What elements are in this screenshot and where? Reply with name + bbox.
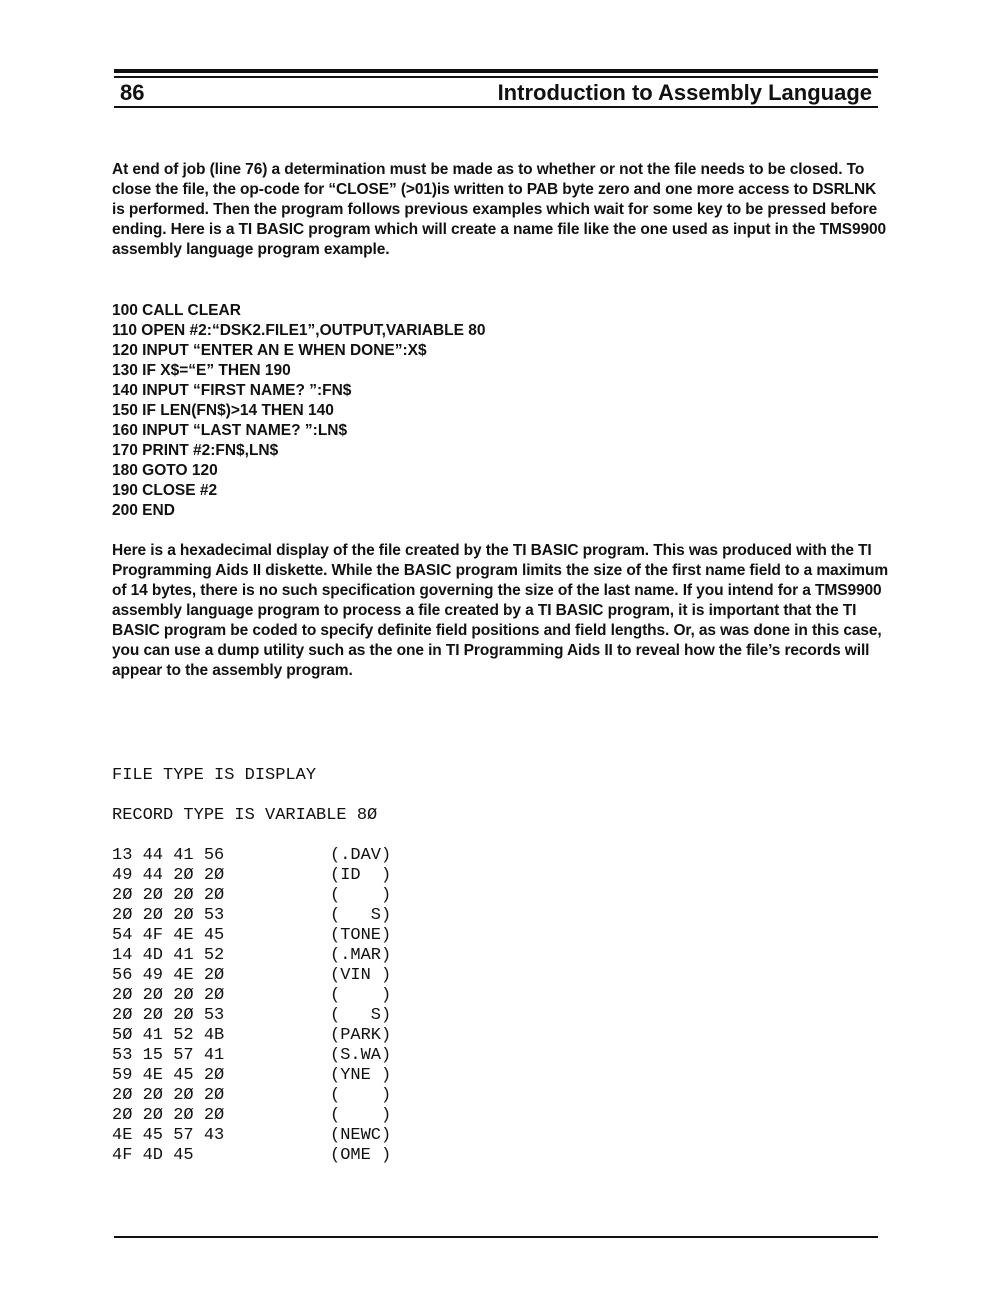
dump-row bbox=[112, 966, 391, 986]
dump-row bbox=[112, 1026, 391, 1046]
paragraph-hex-display: Here is a hexadecimal display of the file created by the TI BASIC program. This was produced with the TI Programming Aids II diskette. While the BASIC program limits the size of the first name field to a maximum of 14 bytes, there is no such specification governing the size of the last name. If you intend for a TMS9900 assembly language program to process a file created by a TI BASIC program, it is important that the TI BASIC program be coded to specify definite field positions and field lengths. Or, as was done in this case, you can use a dump utility such as the one in TI Programming Aids II to reveal how the file’s records will appear to the assembly program. bbox=[112, 542, 889, 679]
dump-row bbox=[112, 1046, 391, 1066]
dump-hex: 4E 45 57 43 bbox=[112, 1126, 225, 1145]
basic-program-listing bbox=[112, 301, 486, 521]
dump-hex: 2Ø 2Ø 2Ø 53 bbox=[112, 906, 225, 925]
dump-ascii: (VIN ) bbox=[330, 966, 392, 985]
running-title: Introduction to Assembly Language bbox=[497, 80, 872, 105]
page-number: 86 bbox=[120, 80, 145, 105]
header-rule-bottom bbox=[114, 106, 878, 108]
dump-row bbox=[112, 886, 391, 906]
dump-row bbox=[112, 1106, 391, 1126]
program-line: 170 PRINT #2:FN$,LN$ bbox=[112, 442, 279, 459]
dump-ascii: (TONE) bbox=[330, 926, 392, 945]
dump-hex: 14 4D 41 52 bbox=[112, 946, 225, 965]
dump-row bbox=[112, 946, 391, 966]
header-rule-top-thin bbox=[114, 76, 878, 78]
program-line: 190 CLOSE #2 bbox=[112, 482, 218, 499]
dump-hex: 5Ø 41 52 4B bbox=[112, 1026, 225, 1045]
dump-row bbox=[112, 986, 391, 1006]
dump-ascii: ( ) bbox=[330, 886, 392, 905]
program-line: 110 OPEN #2:“DSK2.FILE1”,OUTPUT,VARIABLE 80 bbox=[112, 322, 486, 339]
dump-hex: 2Ø 2Ø 2Ø 2Ø bbox=[112, 1106, 225, 1125]
dump-hex: 2Ø 2Ø 2Ø 53 bbox=[112, 1006, 225, 1025]
dump-ascii: (YNE ) bbox=[330, 1066, 392, 1085]
dump-hex: 4F 4D 45 bbox=[112, 1146, 194, 1165]
program-line: 150 IF LEN(FN$)>14 THEN 140 bbox=[112, 402, 334, 419]
dump-hex: 2Ø 2Ø 2Ø 2Ø bbox=[112, 986, 225, 1005]
header-rule-top bbox=[114, 69, 878, 73]
dump-row bbox=[112, 1086, 391, 1106]
program-line: 200 END bbox=[112, 502, 175, 519]
hex-dump bbox=[112, 846, 391, 1166]
program-line: 100 CALL CLEAR bbox=[112, 302, 241, 319]
file-type-line: FILE TYPE IS DISPLAY bbox=[112, 766, 317, 785]
dump-hex: 56 49 4E 2Ø bbox=[112, 966, 225, 985]
dump-row bbox=[112, 846, 391, 866]
dump-ascii: (.MAR) bbox=[330, 946, 392, 965]
dump-ascii: (OME ) bbox=[330, 1146, 392, 1165]
dump-hex: 49 44 2Ø 2Ø bbox=[112, 866, 225, 885]
page-header bbox=[114, 80, 878, 108]
dump-ascii: (ID ) bbox=[330, 866, 392, 885]
dump-hex: 53 15 57 41 bbox=[112, 1046, 225, 1065]
dump-row bbox=[112, 1126, 391, 1146]
dump-ascii: ( S) bbox=[330, 906, 392, 925]
paragraph-intro: At end of job (line 76) a determination must be made as to whether or not the file needs to be closed. To close the file, the op-code for “CLOSE” (>01)is written to PAB byte zero and one more access to DSRLNK is performed. Then the program follows previous examples which wait for some key to be pressed before ending. Here is a TI BASIC program which will create a name file like the one used as input in the TMS9900 assembly language program example. bbox=[112, 161, 887, 258]
dump-row bbox=[112, 1146, 391, 1166]
dump-ascii: (NEWC) bbox=[330, 1126, 392, 1145]
dump-hex: 13 44 41 56 bbox=[112, 846, 225, 865]
program-line: 130 IF X$=“E” THEN 190 bbox=[112, 362, 291, 379]
dump-row bbox=[112, 1006, 391, 1026]
dump-hex: 2Ø 2Ø 2Ø 2Ø bbox=[112, 886, 225, 905]
program-line: 140 INPUT “FIRST NAME? ”:FN$ bbox=[112, 382, 352, 399]
dump-hex: 59 4E 45 2Ø bbox=[112, 1066, 225, 1085]
program-line: 120 INPUT “ENTER AN E WHEN DONE”:X$ bbox=[112, 342, 427, 359]
dump-ascii: (.DAV) bbox=[330, 846, 392, 865]
footer-rule bbox=[114, 1236, 878, 1238]
dump-ascii: ( ) bbox=[330, 986, 392, 1005]
dump-ascii: ( S) bbox=[330, 1006, 392, 1025]
dump-hex: 2Ø 2Ø 2Ø 2Ø bbox=[112, 1086, 225, 1105]
dump-ascii: (PARK) bbox=[330, 1026, 392, 1045]
program-line: 180 GOTO 120 bbox=[112, 462, 218, 479]
dump-row bbox=[112, 926, 391, 946]
dump-ascii: ( ) bbox=[330, 1106, 392, 1125]
dump-ascii: ( ) bbox=[330, 1086, 392, 1105]
record-type-line: RECORD TYPE IS VARIABLE 8Ø bbox=[112, 806, 378, 825]
dump-row bbox=[112, 866, 391, 886]
dump-ascii: (S.WA) bbox=[330, 1046, 392, 1065]
program-line: 160 INPUT “LAST NAME? ”:LN$ bbox=[112, 422, 348, 439]
dump-hex: 54 4F 4E 45 bbox=[112, 926, 225, 945]
dump-row bbox=[112, 1066, 391, 1086]
dump-row bbox=[112, 906, 391, 926]
